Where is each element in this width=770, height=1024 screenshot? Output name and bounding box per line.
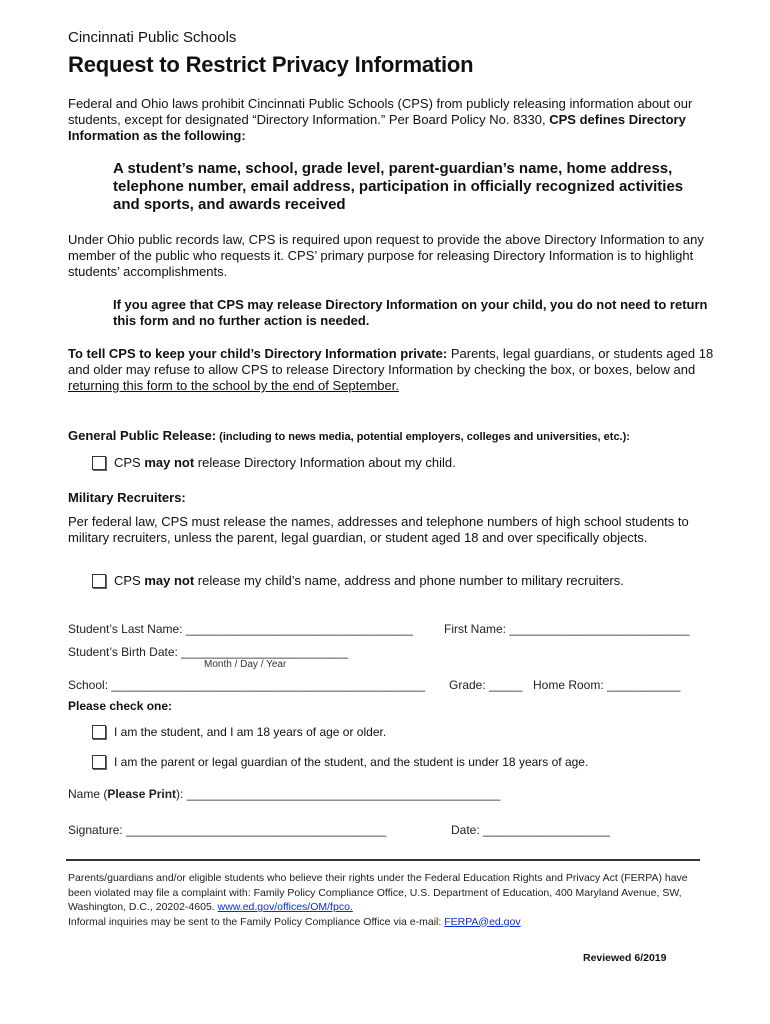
- general-release-title: General Public Release:: [68, 428, 217, 443]
- school-field[interactable]: School: _______________________________________________: [68, 678, 426, 692]
- intro-paragraph: [68, 96, 718, 144]
- signature-field[interactable]: Signature: _______________________________________: [68, 823, 387, 837]
- reviewed-date: Reviewed 6/2019: [583, 952, 667, 964]
- ohio-law-paragraph: Under Ohio public records law, CPS is required upon request to provide the above Directory Information to any member of the public who requests it. CPS’ primary purpose for releasing Directory Information is to highlight students’ accomplishments.: [68, 232, 704, 279]
- general-release-heading: [68, 428, 630, 443]
- birth-date-hint: Month / Day / Year: [204, 659, 287, 670]
- grade-field[interactable]: Grade: _____: [449, 678, 523, 692]
- page-title: Request to Restrict Privacy Information: [68, 52, 474, 77]
- check-one-label: Please check one:: [68, 699, 173, 713]
- military-paragraph: Per federal law, CPS must release the names, addresses and telephone numbers of high school students to military recruiters, unless the parent, legal guardian, or student aged 18 and over specifically objects.: [68, 514, 689, 545]
- military-checkbox[interactable]: [92, 574, 106, 588]
- intro-bold: CPS defines Directory Information as the following:: [68, 112, 686, 143]
- birth-date-field[interactable]: Student’s Birth Date: _________________________: [68, 645, 349, 659]
- home-room-field[interactable]: Home Room: ___________: [533, 678, 681, 692]
- parent-option-label: I am the parent or legal guardian of the student, and the student is under 18 years of age.: [114, 755, 589, 769]
- last-name-field[interactable]: Student’s Last Name: __________________________________: [68, 622, 413, 636]
- student-option-row[interactable]: [92, 725, 386, 739]
- general-release-checkbox-row[interactable]: [92, 455, 456, 470]
- military-checkbox-label: CPS may not release my child’s name, address and phone number to military recruiters.: [114, 573, 624, 588]
- print-name-field[interactable]: Name (Please Print): _______________________________________________: [68, 787, 501, 801]
- agree-note: If you agree that CPS may release Directory Information on your child, you do not need to return this form and no further action is needed.: [113, 297, 708, 328]
- footer-notice: [68, 871, 708, 929]
- military-heading: Military Recruiters:: [68, 490, 186, 505]
- directory-definition: A student’s name, school, grade level, parent-guardian’s name, home address, telephone number, email address, participation in officially recognized activities and sports, and awards received: [113, 160, 684, 213]
- military-checkbox-row[interactable]: [92, 573, 624, 588]
- first-name-field[interactable]: First Name: ___________________________: [444, 622, 690, 636]
- general-release-checkbox[interactable]: [92, 456, 106, 470]
- ferpa-email-link[interactable]: FERPA@ed.gov: [444, 915, 521, 928]
- fpco-link[interactable]: www.ed.gov/offices/OM/fpco.: [217, 901, 353, 913]
- tell-text: Parents, legal guardians, or students aged 18 and older may refuse to allow CPS to release Directory Information by checking the box, or boxes, below and: [68, 346, 714, 377]
- parent-option-checkbox[interactable]: [92, 755, 106, 769]
- intro-text: Federal and Ohio laws prohibit Cincinnati Public Schools (CPS) from publicly releasing information about our students, except for designated “Directory Information.” Per Board Policy No. 8330,: [68, 96, 693, 127]
- general-release-paren: (including to news media, potential employers, colleges and universities, etc.):: [216, 431, 630, 443]
- org-name: Cincinnati Public Schools: [68, 29, 237, 46]
- tell-underlined: returning this form to the school by the end of September.: [68, 378, 399, 393]
- tell-bold: To tell CPS to keep your child’s Directory Information private:: [68, 346, 448, 361]
- date-field[interactable]: Date: ___________________: [451, 823, 610, 837]
- parent-option-row[interactable]: [92, 755, 588, 769]
- footer-text: Parents/guardians and/or eligible students who believe their rights under the Federal Education Rights and Privacy Act (FERPA) have been violated may file a complaint with: Family Policy Compliance Office, U.S. Department of Education, 400 Maryland Avenue, SW, Washington, D.C., 20202-4605.: [68, 872, 688, 913]
- footer-inquiry: Informal inquiries may be sent to the Family Policy Compliance Office via e-mail:: [68, 915, 445, 928]
- tell-cps-paragraph: [68, 346, 718, 394]
- student-option-label: I am the student, and I am 18 years of age or older.: [114, 725, 387, 739]
- footer-divider: [66, 859, 700, 861]
- student-option-checkbox[interactable]: [92, 725, 106, 739]
- general-release-checkbox-label: CPS may not release Directory Information about my child.: [114, 455, 456, 470]
